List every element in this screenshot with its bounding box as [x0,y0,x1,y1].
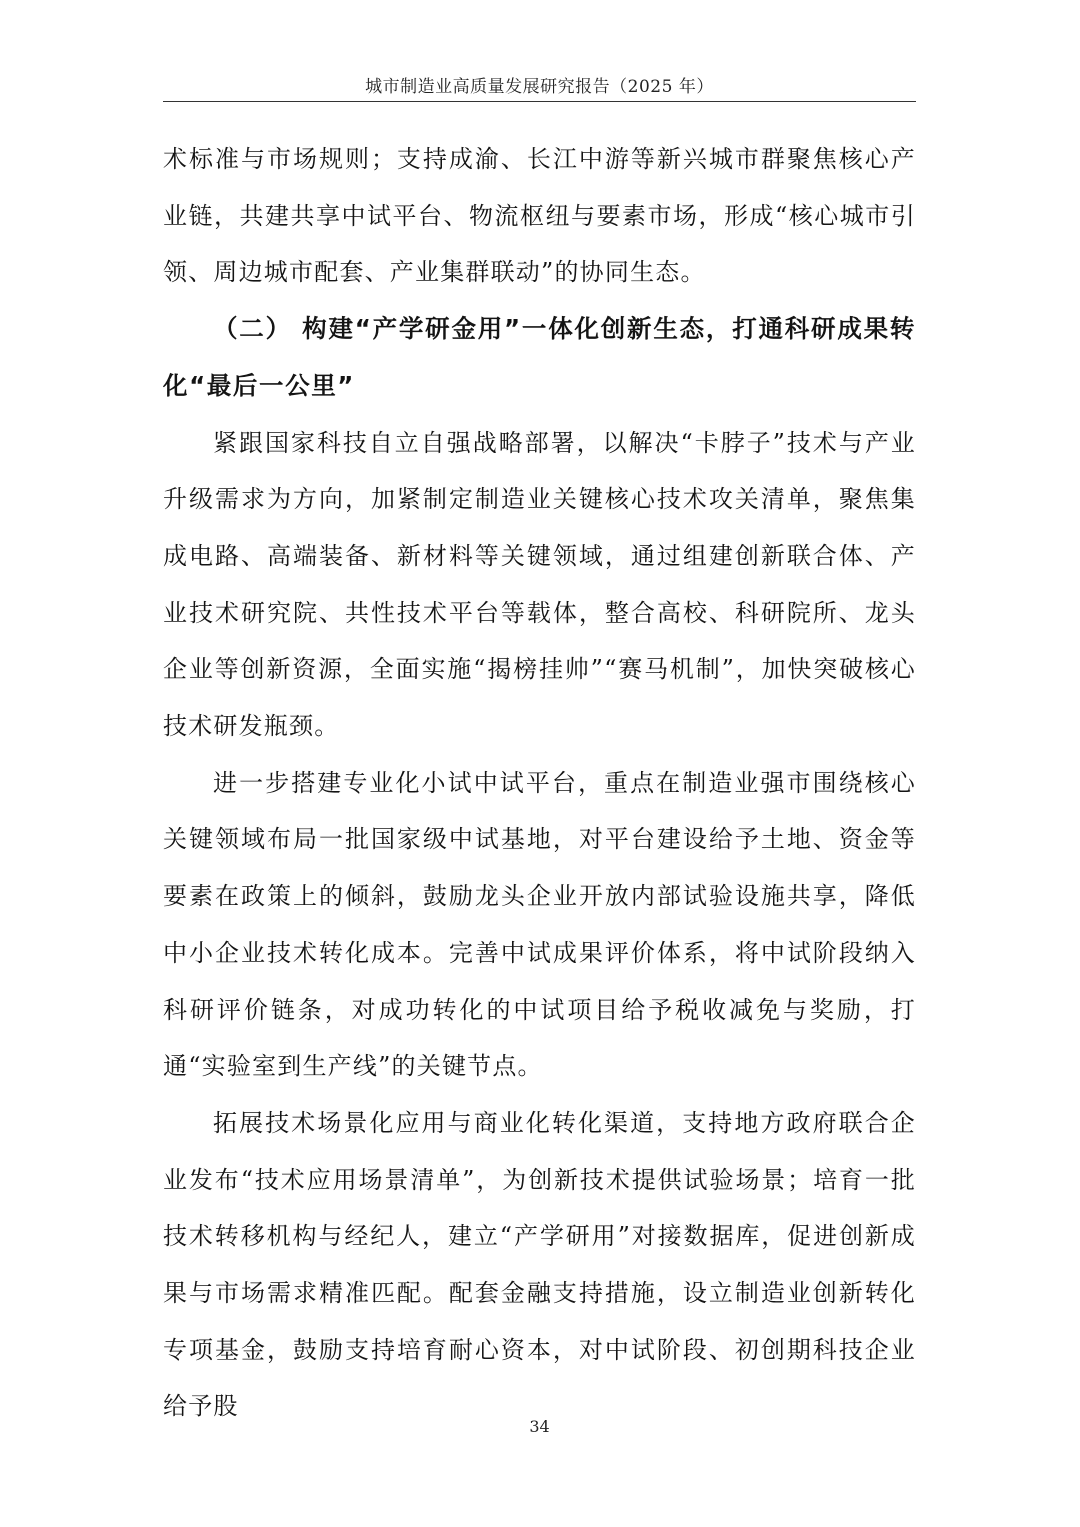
body-text [163,131,916,1435]
page-number: 34 [529,1417,550,1436]
running-header: 城市制造业高质量发展研究报告（2025 年） [365,77,714,97]
paragraph-key-technology: 紧跟国家科技自立自强战略部署，以解决“卡脖子”技术与产业升级需求为方向，加紧制定制造业关键核心技术攻关清单，聚焦集成电路、高端装备、新材料等关键领域，通过组建创新联合体、产业技术研究院、共性技术平台等载体，整合高校、科研院所、龙头企业等创新资源，全面实施“揭榜挂帅”“赛马机制”，加快突破核心技术研发瓶颈。 [163,428,916,741]
section-heading: （二） 构建“产学研金用”一体化创新生态，打通科研成果转化“最后一公里” [163,314,916,400]
continued-paragraph: 术标准与市场规则；支持成渝、长江中游等新兴城市群聚焦核心产业链，共建共享中试平台、物流枢纽与要素市场，形成“核心城市引领、周边城市配套、产业集群联动”的协同生态。 [163,145,916,287]
header-rule [163,101,916,102]
paragraph-pilot-platform: 进一步搭建专业化小试中试平台，重点在制造业强市围绕核心关键领域布局一批国家级中试基地，对平台建设给予土地、资金等要素在政策上的倾斜，鼓励龙头企业开放内部试验设施共享，降低中小企业技术转化成本。完善中试成果评价体系，将中试阶段纳入科研评价链条，对成功转化的中试项目给予税收减免与奖励，打通“实验室到生产线”的关键节点。 [163,768,916,1081]
paragraph-commercialization: 拓展技术场景化应用与商业化转化渠道，支持地方政府联合企业发布“技术应用场景清单”，为创新技术提供试验场景；培育一批技术转移机构与经纪人，建立“产学研用”对接数据库，促进创新成果与市场需求精准匹配。配套金融支持措施，设立制造业创新转化专项基金，鼓励支持培育耐心资本，对中试阶段、初创期科技企业给予股 [163,1108,916,1421]
